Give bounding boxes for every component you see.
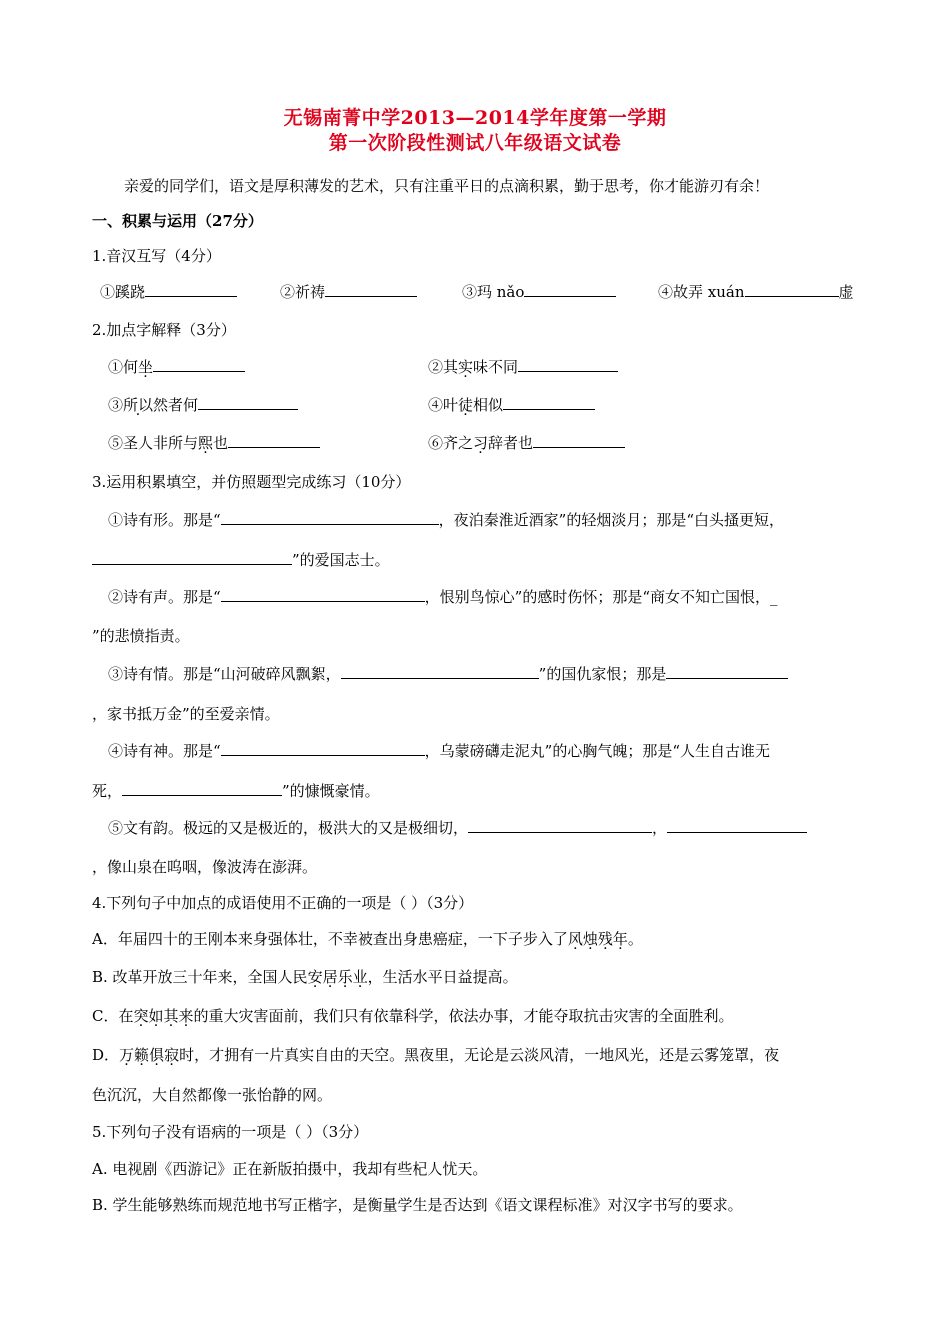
q2-answer3-blank[interactable]	[198, 394, 298, 410]
q3-blank2[interactable]	[92, 549, 292, 565]
q1-item2	[280, 281, 417, 302]
q3-l5b: ，	[652, 819, 668, 837]
dotted-char: 业	[352, 968, 368, 986]
q3-blank7[interactable]	[122, 780, 282, 796]
q2-answer6-blank[interactable]	[533, 432, 625, 448]
q3-line1-cont	[92, 549, 390, 570]
q4-d-pre: D．	[92, 1046, 120, 1064]
q3-l4a: ④诗有神。那是“	[108, 742, 221, 760]
q1-item3-label: ③玛 nǎo	[462, 283, 525, 301]
q3-line2-cont: ”的悲愤指责。	[92, 627, 190, 645]
q3-title: 3.运用积累填空，并仿照题型完成练习（10分）	[92, 473, 411, 491]
q2-item4-post: 相似	[473, 396, 504, 414]
q2-item1	[108, 356, 245, 377]
dotted-char: 风	[567, 930, 583, 948]
q2-item4	[428, 394, 595, 415]
q3-l2b: ，恨别鸟惊心”的感时伤怀；那是“商女不知亡国恨，_	[424, 588, 778, 606]
q1-answer4-blank[interactable]	[745, 281, 839, 297]
q1-title: 1.音汉互写（4分）	[92, 247, 221, 265]
q3-blank1[interactable]	[221, 509, 439, 525]
q4-option-d-cont: 色沉沉，大自然都像一张怡静的网。	[92, 1086, 333, 1104]
q2-item1-dotted: 坐	[138, 358, 154, 376]
dotted-char: 安	[307, 968, 323, 986]
q4-option-a	[92, 929, 643, 949]
q2-answer5-blank[interactable]	[228, 432, 320, 448]
q1-item4	[658, 281, 854, 302]
q2-item1-pre: ①何	[108, 358, 139, 376]
q3-l1b: ，夜泊秦淮近酒家”的轻烟淡月；那是“白头搔更短，	[438, 511, 785, 529]
q2-item6-post: 辞者也	[488, 434, 534, 452]
q3-l5a: ⑤文有韵。极远的又是极近的，极洪大的又是极细切，	[108, 819, 469, 837]
q2-item2-post: 味不同	[473, 358, 519, 376]
dotted-char: 年	[612, 930, 628, 948]
dotted-char: 乐	[337, 968, 353, 986]
q3-blank6[interactable]	[221, 740, 425, 756]
q3-blank9[interactable]	[667, 817, 807, 833]
q3-line3	[108, 663, 788, 684]
q1-answer3-blank[interactable]	[524, 281, 616, 297]
q2-item4-pre: ④叶	[428, 396, 459, 414]
dotted-char: 突	[133, 1007, 149, 1025]
q4-d-post: 时，才拥有一片真实自由的天空。黑夜里，无论是云淡风清，一地风光，还是云雾笼罩，夜	[179, 1046, 780, 1064]
q2-item3-dotted: 所以	[123, 396, 154, 414]
q2-item2-pre: ②其	[428, 358, 459, 376]
q2-answer2-blank[interactable]	[518, 356, 618, 372]
q3-line5-cont: ，像山泉在呜咽，像波涛在澎湃。	[92, 858, 318, 876]
q3-l4b: ，乌蒙磅礴走泥丸”的心胸气魄；那是“人生自古谁无	[424, 742, 771, 760]
q4-option-d	[92, 1045, 779, 1065]
q2-item5-post: 也	[213, 434, 229, 452]
q1-answer2-blank[interactable]	[325, 281, 417, 297]
q2-item5	[108, 432, 320, 453]
dotted-char: 其	[163, 1007, 179, 1025]
q4-a-pre: A．年届四十的王刚本来身强体壮，不幸被查出身患癌症，一下子步入了	[92, 930, 568, 948]
q3-line5	[108, 817, 807, 838]
q3-l3b: ”的国仇家恨；那是	[538, 665, 667, 683]
dotted-char: 籁	[134, 1046, 150, 1064]
dotted-char: 寂	[164, 1046, 180, 1064]
q2-title: 2.加点字解释（3分）	[92, 321, 236, 339]
q3-line3-cont: ，家书抵万金”的至爱亲情。	[92, 705, 280, 723]
dotted-char: 万	[119, 1046, 135, 1064]
q4-b-pre: B. 改革开放三十年来，全国人民	[92, 968, 308, 986]
q1-item4-label: ④故弄 xuán	[658, 283, 745, 301]
q3-line2	[108, 586, 778, 607]
q4-c-dotted	[133, 1007, 193, 1025]
dotted-char: 如	[148, 1007, 164, 1025]
q3-line1	[108, 509, 784, 530]
q4-a-dotted	[568, 930, 628, 948]
q2-answer1-blank[interactable]	[153, 356, 245, 372]
q4-b-post: ，生活水平日益提高。	[367, 968, 518, 986]
q1-item1-label: ①蹊跷	[100, 283, 146, 301]
dotted-char: 居	[322, 968, 338, 986]
dotted-char: 残	[597, 930, 613, 948]
q5-title: 5.下列句子没有语病的一项是（ ）（3分）	[92, 1123, 369, 1141]
q4-c-post: 的重大灾害面前，我们只有依靠科学，依法办事，才能夺取抗击灾害的全面胜利。	[193, 1007, 734, 1025]
q3-blank4[interactable]	[341, 663, 539, 679]
q3-l4d: ”的慷慨豪情。	[282, 782, 380, 800]
q2-item5-dotted: 熙	[198, 434, 214, 452]
q3-l3a: ③诗有情。那是“山河破碎风飘絮，	[108, 665, 341, 683]
q3-blank3[interactable]	[221, 586, 425, 602]
q4-a-post: 。	[627, 930, 643, 948]
q2-item6	[428, 432, 625, 453]
q2-item6-dotted: 习	[473, 434, 489, 452]
dotted-char: 来	[178, 1007, 194, 1025]
q2-item2-dotted: 实	[458, 358, 474, 376]
q1-item4-tail: 虚	[838, 283, 854, 301]
q4-option-c	[92, 1006, 734, 1026]
intro-text: 亲爱的同学们，语文是厚积薄发的艺术，只有注重平日的点滴积累，勤于思考，你才能游刃有余！	[124, 177, 770, 195]
dotted-char: 烛	[582, 930, 598, 948]
q2-item5-pre: ⑤圣人非所与	[108, 434, 199, 452]
q3-l1c: ”的爱国志士。	[292, 551, 390, 569]
q4-b-dotted	[308, 968, 368, 986]
q4-option-b	[92, 967, 518, 987]
q5-option-a: A. 电视剧《西游记》正在新版拍摄中，我却有些杞人忧天。	[92, 1160, 488, 1178]
q3-l1a: ①诗有形。那是“	[108, 511, 221, 529]
q4-title: 4.下列句子中加点的成语使用不正确的一项是（ ）（3分）	[92, 894, 474, 912]
q3-blank5[interactable]	[666, 663, 788, 679]
q2-item4-dotted: 徒	[458, 396, 474, 414]
q4-c-pre: C．在	[92, 1007, 134, 1025]
q3-l4c: 死，	[92, 782, 123, 800]
q2-item6-pre: ⑥齐之	[428, 434, 474, 452]
section1-title: 一、积累与运用（27分）	[92, 212, 263, 230]
q3-l2a: ②诗有声。那是“	[108, 588, 221, 606]
dotted-char: 俱	[149, 1046, 165, 1064]
q1-item2-label: ②祈祷	[280, 283, 326, 301]
q1-item3	[462, 281, 616, 302]
exam-title-line1: 无锡南菁中学2013—2014学年度第一学期	[283, 107, 667, 129]
q3-line4	[108, 740, 770, 761]
q2-item2	[428, 356, 618, 377]
q2-answer4-blank[interactable]	[503, 394, 595, 410]
q3-line4-cont	[92, 780, 380, 801]
q1-item1	[100, 281, 237, 302]
q2-item3-pre: ③	[108, 396, 124, 414]
q4-d-dotted	[119, 1046, 179, 1064]
exam-title-line2: 第一次阶段性测试八年级语文试卷	[328, 132, 622, 154]
q5-option-b: B. 学生能够熟练而规范地书写正楷字，是衡量学生是否达到《语文课程标准》对汉字书写的要求。	[92, 1196, 743, 1214]
q1-answer1-blank[interactable]	[145, 281, 237, 297]
q2-item3	[108, 394, 298, 415]
q2-item3-post: 然者何	[153, 396, 199, 414]
q3-blank8[interactable]	[468, 817, 652, 833]
